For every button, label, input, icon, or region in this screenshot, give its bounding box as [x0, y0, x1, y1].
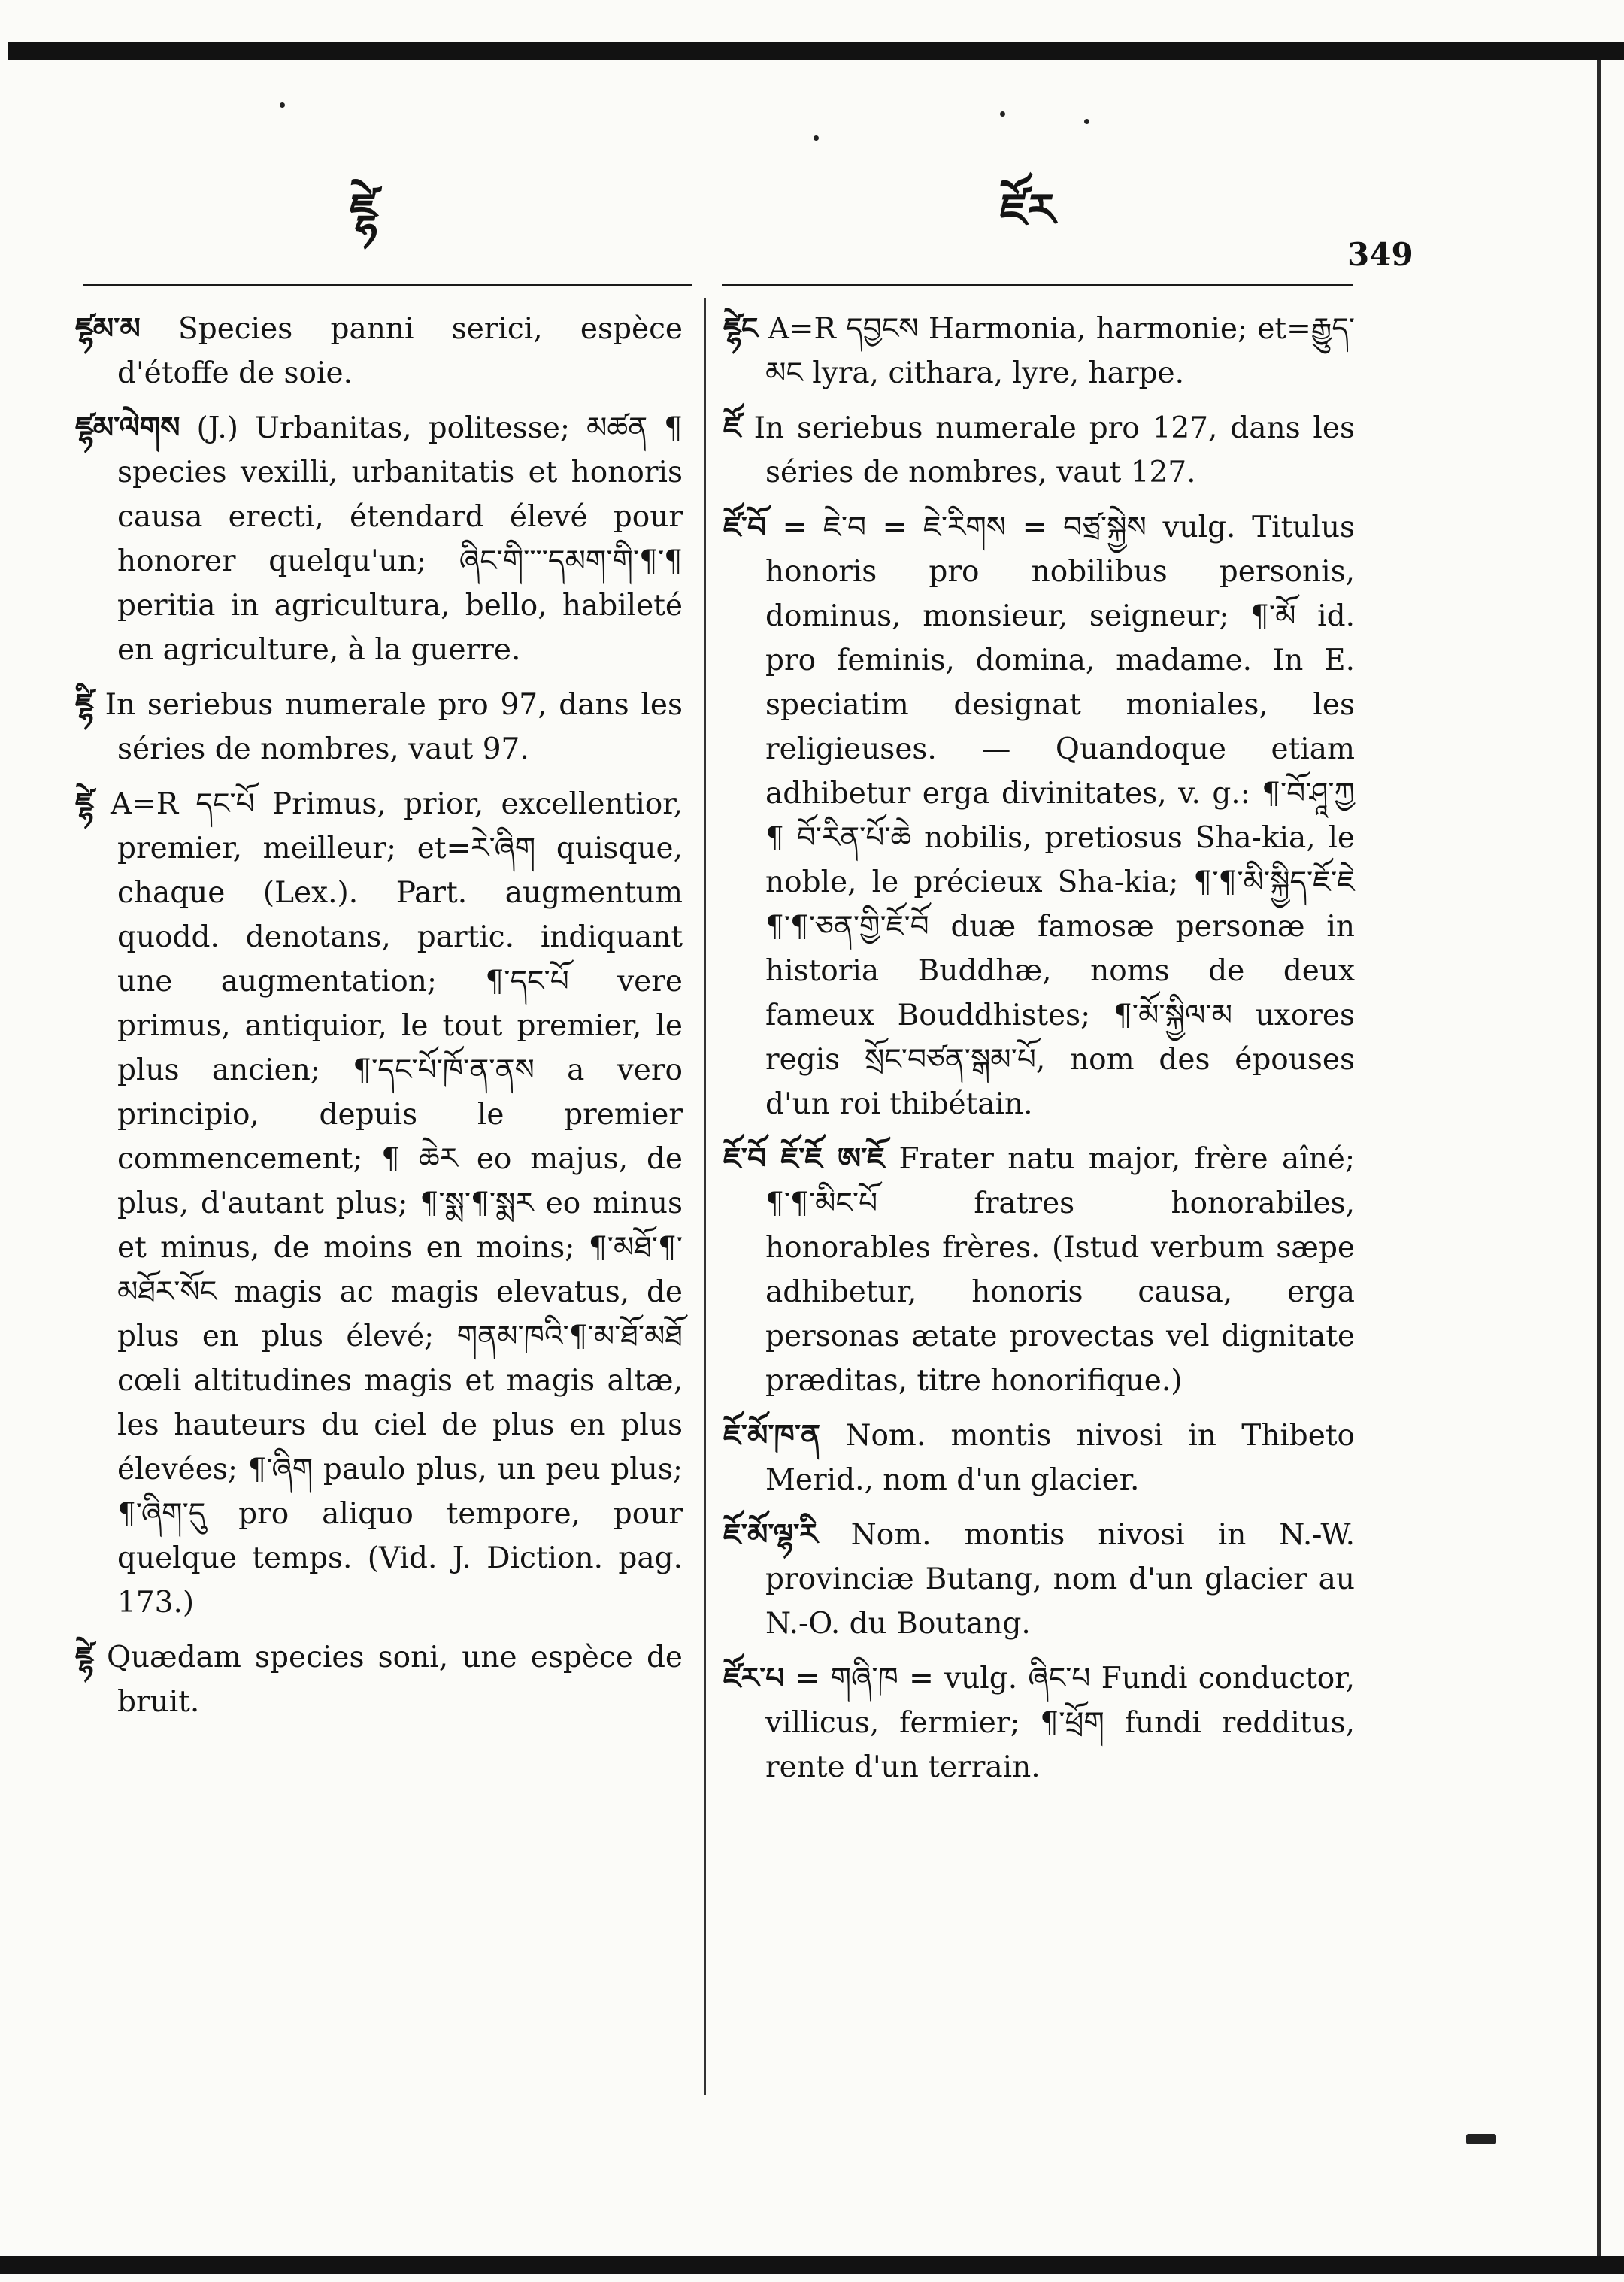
- running-headword-right: ཛོར: [1000, 184, 1056, 237]
- page-number: 349: [1347, 236, 1413, 273]
- scan-speck: [1084, 119, 1089, 124]
- entry-headword: ཛྷམ་མ: [75, 311, 141, 346]
- scan-bottom-edge: [0, 2256, 1624, 2274]
- scan-speck: [814, 135, 819, 141]
- entry-headword: ཛོ: [723, 411, 741, 445]
- entry-headword: ཛོར་པ: [723, 1661, 785, 1696]
- entry-text: Frater natu major, frère aîné; ¶་¶་མིང་པོ fratres honorabiles, honorables frères. (Istud verbum sæpe adhibetur, honoris causa, erga personas ætate provectas vel dignitate præditas, titre honorifique.): [765, 1142, 1356, 1398]
- right-column: [723, 307, 1355, 1800]
- entry-headword: ཛྷེ: [75, 1640, 93, 1674]
- scan-mark: [1466, 2134, 1496, 2144]
- entry-text: Quædam species soni, une espèce de bruit.: [106, 1641, 683, 1719]
- dictionary-entry: [723, 1137, 1355, 1403]
- scan-top-edge: [8, 42, 1624, 60]
- column-separator: [704, 298, 706, 2095]
- dictionary-entry: [723, 307, 1355, 395]
- dictionary-entry: [723, 1656, 1355, 1790]
- entry-headword: ཇོ་བོ ཇོ་ཇོ ཨ་ཇོ: [723, 1141, 886, 1176]
- entry-headword: ཛོ་བོ: [723, 510, 766, 544]
- entry-text: In seriebus numerale pro 97, dans les séries de nombres, vaut 97.: [105, 688, 683, 766]
- left-column: [75, 307, 683, 1735]
- entry-headword: ཛྷམ་ལེགས: [75, 411, 180, 445]
- running-headword-left: ཛྷེ: [350, 184, 377, 237]
- entry-text: In seriebus numerale pro 127, dans les séries de nombres, vaut 127.: [753, 411, 1355, 489]
- entry-text: (J.) Urbanitas, politesse; མཚན ¶ species vexilli, urbanitatis et honoris causa erecti, étendard élevé pour honorer quelqu'un; ཞིང་གི་་་་དམག་གི་¶་¶ peritia in agricultura, bello, habileté en agriculture, à la guerre.: [117, 411, 683, 667]
- entry-text: Nom. montis nivosi in N.-W. provinciæ Butang, nom d'un glacier au N.-O. du Boutang.: [765, 1518, 1355, 1641]
- dictionary-entry: [723, 1513, 1355, 1646]
- entry-headword: ཇོ་མོ་ལྷ་རི: [723, 1517, 818, 1552]
- dictionary-entry: [75, 782, 683, 1625]
- scan-speck: [1000, 111, 1005, 117]
- entry-text: Species panni serici, espèce d'étoffe de soie.: [117, 312, 683, 390]
- entry-headword: ཛྷི: [75, 687, 93, 722]
- entry-headword: ཛྷེང: [723, 311, 759, 346]
- dictionary-entry: [723, 505, 1355, 1126]
- entry-headword: ཇོ་མོ་ཁ་ན: [723, 1418, 821, 1453]
- dictionary-entry: [723, 406, 1355, 495]
- entry-text: A=R དང་པོ Primus, prior, excellentior, premier, meilleur; et=རེ་ཞིག quisque, chaque (Lex.). Part. augmentum quodd. denotans, partic. indiquant une augmentation; ¶་དང་པོ vere primus, antiquior, le tout premier, le plus ancien; ¶་དང་པོ་ཁོ་ན་ནས a vero principio, depuis le premier commencement; ¶ ཆེར eo majus, de plus, d'autant plus; ¶་སྨ་¶་སྨར eo minus et minus, de moins en moins; ¶་མཐོ་¶་མཐོར་སོང magis ac magis elevatus, de plus en plus élevé; གནམ་ཁའི་¶་མ་ཐོ་མཐོ cœli altitudines magis et magis altæ, les hauteurs du ciel de plus en plus élevées; ¶་ཞིག paulo plus, un peu plus; ¶་ཞིག་དུ pro aliquo tempore, pour quelque temps. (Vid. J. Diction. pag. 173.): [111, 787, 683, 1620]
- dictionary-entry: [75, 406, 683, 672]
- dictionary-entry: [723, 1414, 1355, 1502]
- header-rule-left: [83, 284, 692, 286]
- dictionary-entry: [75, 683, 683, 771]
- dictionary-entry: [75, 1635, 683, 1724]
- dictionary-entry: [75, 307, 683, 395]
- entry-headword: ཛྷེ: [75, 786, 93, 821]
- entry-text: = གཞི་ཁ = vulg. ཞིང་པ Fundi conductor, villicus, fermier; ¶་ཕྲོག fundi redditus, rente d'un terrain.: [765, 1662, 1355, 1784]
- scan-right-edge: [1597, 60, 1601, 2256]
- header-rule-right: [722, 284, 1353, 286]
- entry-text: = ཇེ་བ = ཇེ་རིགས = བཙྲ་སྐྱེས vulg. Titulus honoris pro nobilibus personis, dominus, monsieur, seigneur; ¶་མོ id. pro feminis, domina, madame. In E. speciatim designat moniales, les religieuses. — Quandoque etiam adhibetur erga divinitates, v. g.: ¶་བོ་ཤཱ་ཀྱ ¶ བོ་རིན་པོ་ཆེ nobilis, pretiosus Sha-kia, le noble, le précieux Sha-kia; ¶་¶་མི་སྐྱིད་ཇོ་ཇེ ¶་¶་ཅན་གྱི་ཇོ་བོ duæ famosæ personæ in historia Buddhæ, noms de deux fameux Bouddhistes; ¶་མོ་སྐྱིལ་མ uxores regis སྲོང་བཙན་སྒམ་པོ, nom des épouses d'un roi thibétain.: [765, 511, 1355, 1121]
- scan-speck: [280, 102, 285, 108]
- entry-text: A=R དབྱངས Harmonia, harmonie; et=རྒྱུད་མང lyra, cithara, lyre, harpe.: [765, 312, 1355, 390]
- entry-text: Nom. montis nivosi in Thibeto Merid., nom d'un glacier.: [765, 1419, 1355, 1497]
